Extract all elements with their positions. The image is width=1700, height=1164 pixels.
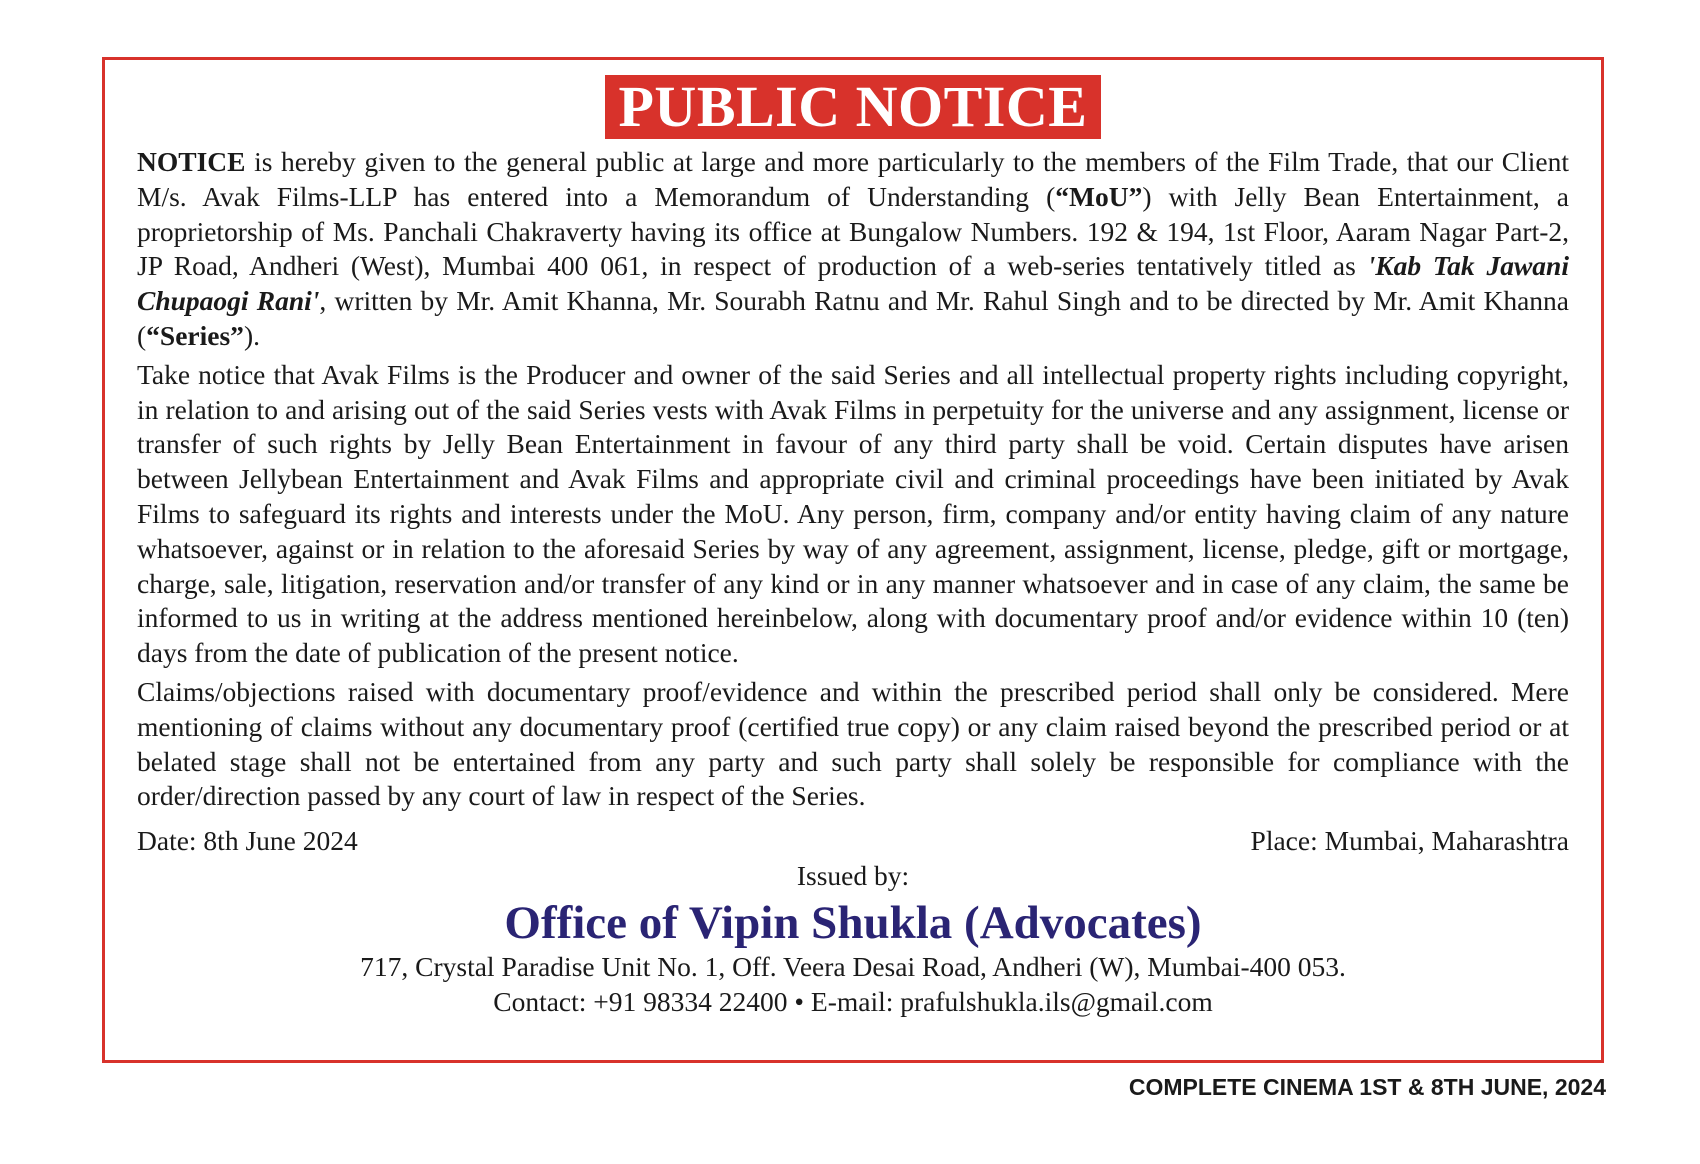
- notice-place: Place: Mumbai, Maharashtra: [1250, 825, 1569, 857]
- firm-address: 717, Crystal Paradise Unit No. 1, Off. Veera Desai Road, Andheri (W), Mumbai-400 053.: [360, 950, 1346, 982]
- series-title: 'Kab Tak Jawani Chupaogi Rani': [137, 250, 1569, 317]
- paragraph-1: [137, 145, 1569, 354]
- p1-text-4: ).: [243, 319, 260, 351]
- notice-body: [137, 145, 1569, 1019]
- paragraph-3: Claims/objections raised with documentary proof/evidence and within the prescribed period shall only be considered. Mere mentioning of claims without any documentary proof (certified true copy) or any claim raised beyond the prescribed period or at belated stage shall not be entertained from any party and such party shall solely be responsible for compliance with the order/direction passed by any court of law in respect of the Series.: [137, 675, 1569, 812]
- firm-contact: Contact: +91 98334 22400 • E-mail: prafulshukla.ils@gmail.com: [493, 985, 1213, 1017]
- firm-name: Office of Vipin Shukla (Advocates): [504, 896, 1202, 949]
- date-place-row: [137, 824, 1569, 859]
- issued-by-label: Issued by:: [796, 859, 910, 891]
- publication-footer: COMPLETE CINEMA 1ST & 8TH JUNE, 2024: [1128, 1074, 1606, 1100]
- mou-term: “MoU”: [1055, 180, 1143, 212]
- p1-text-3: , written by Mr. Amit Khanna, Mr. Sourabh Ratnu and Mr. Rahul Singh and to be directed by Mr. Amit Khanna (: [137, 285, 1569, 351]
- notice-lead: NOTICE: [137, 146, 246, 177]
- p1-text-2: ) with Jelly Bean Entertainment, a proprietorship of Ms. Panchali Chakraverty having its office at Bungalow Numbers. 192 & 194, 1st Floor, Aaram Nagar Part-2, JP Road, Andheri (West), Mumbai 400 061, in respect of production of a web-series tentatively titled as: [137, 180, 1569, 282]
- notice-frame: [102, 57, 1604, 1063]
- p1-text-1: is hereby given to the general public at large and more particularly to the members of the Film Trade, that our Client M/s. Avak Films-LLP has entered into a Memorandum of Understanding (: [137, 146, 1569, 212]
- title-wrap: [105, 75, 1601, 139]
- paragraph-2: Take notice that Avak Films is the Producer and owner of the said Series and all intellectual property rights including copyright, in relation to and arising out of the said Series vests with Avak Films in perpetuity for the universe and any assignment, license or transfer of such rights by Jelly Bean Entertainment in favour of any third party shall be void. Certain disputes have arisen between Jellybean Entertainment and Avak Films and appropriate civil and criminal proceedings have been initiated by Avak Films to safeguard its rights and interests under the MoU. Any person, firm, company and/or entity having claim of any nature whatsoever, against or in relation to the aforesaid Series by way of any agreement, assignment, license, pledge, gift or mortgage, charge, sale, litigation, reservation and/or transfer of any kind or in any manner whatsoever and in case of any claim, the same be informed to us in writing at the address mentioned hereinbelow, along with documentary proof and/or evidence within 10 (ten) days from the date of publication of the present notice.: [137, 358, 1569, 669]
- series-term: “Series”: [146, 319, 244, 351]
- notice-date: Date: 8th June 2024: [137, 825, 358, 857]
- notice-title: PUBLIC NOTICE: [605, 75, 1102, 139]
